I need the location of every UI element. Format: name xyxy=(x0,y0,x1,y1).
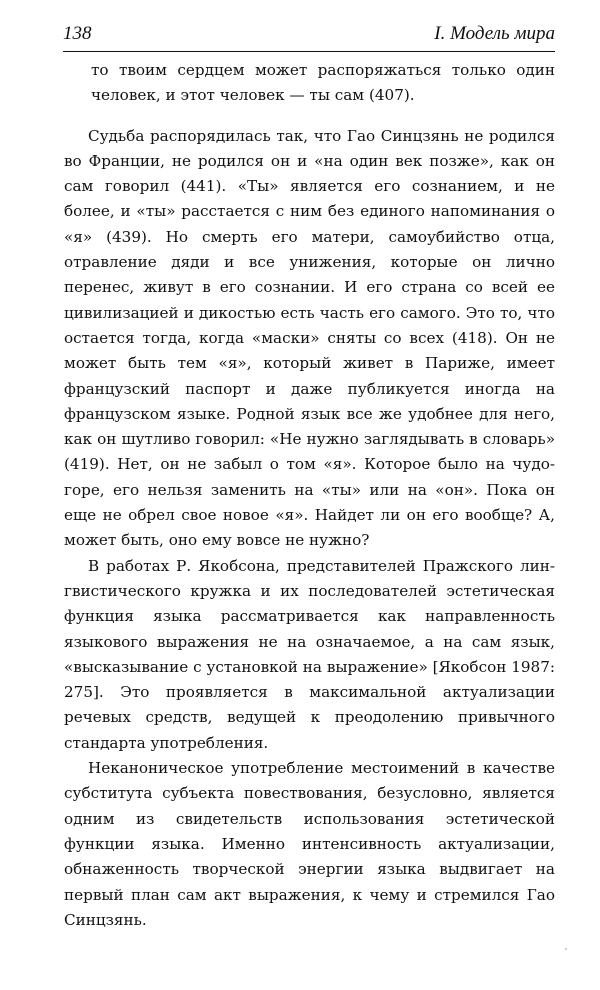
margin-speck xyxy=(565,948,567,950)
page-header xyxy=(63,20,555,50)
paragraph-noncanonical-pronouns: Неканоническое употребление местоимений в качестве субститута субъекта повествования, безусловно, является одним из свидетельств использования эстетической функции языка. Именно интенсивность актуализации, обнаженность творческой энергии языка выдвигает на первый план сам акт выражения, к чему и стремился Гао Синцзянь. xyxy=(64,759,555,929)
paragraph-jakobson-aesthetic-function: В работах Р. Якобсона, представителей Пражского лингвистического кружка и их последователей эстетическая функция языка рассматривается как направленность языкового выражения не на означаемое, а на сам язык, «высказывание с установкой на выражение» [Якобсон 1987: 275]. Это проявляется в максимальной актуализации речевых средств, ведущей к преодолению привычного стандарта употребления. xyxy=(64,556,555,752)
paragraph-gao-xingjian-fate: Судьба распорядилась так, что Гао Синцзянь не родился во Франции, не родился он и «на один век позже», как он сам говорил (441). «Ты» является его сознанием, и не более, и «ты» расстается с ним без единого напоминания о «я» (439). Но смерть его матери, самоубийство отца, отравление дяди и все унижения, которые он лично перенес, живут в его сознании. И его страна со всей ее цивилизацией и дикостью есть часть его самого. Это то, что остается тогда, когда «маски» сняты со всех (418). Он не может быть тем «я», который живет в Париже, имеет французский паспорт и даже публикуется иногда на французском языке. Родной язык все же удобнее для него, как он шутливо говорил: «Не нужно заглядывать в словарь» (419). Нет, он не забыл о том «я». Которое было на чудо-горе, его нельзя заменить на «ты» или на «он». Пока он еще не обрел свое новое «я». Найдет ли он его вообще? А, может быть, оно ему вовсе не нужно? xyxy=(64,126,555,550)
block-quote: то твоим сердцем может распоряжаться только один человек, и этот человек — ты сам (407). xyxy=(91,61,555,105)
page-number: 138 xyxy=(63,23,92,44)
page-body xyxy=(64,58,555,933)
header-rule xyxy=(63,51,555,52)
running-title: I. Модель мира xyxy=(434,23,555,44)
